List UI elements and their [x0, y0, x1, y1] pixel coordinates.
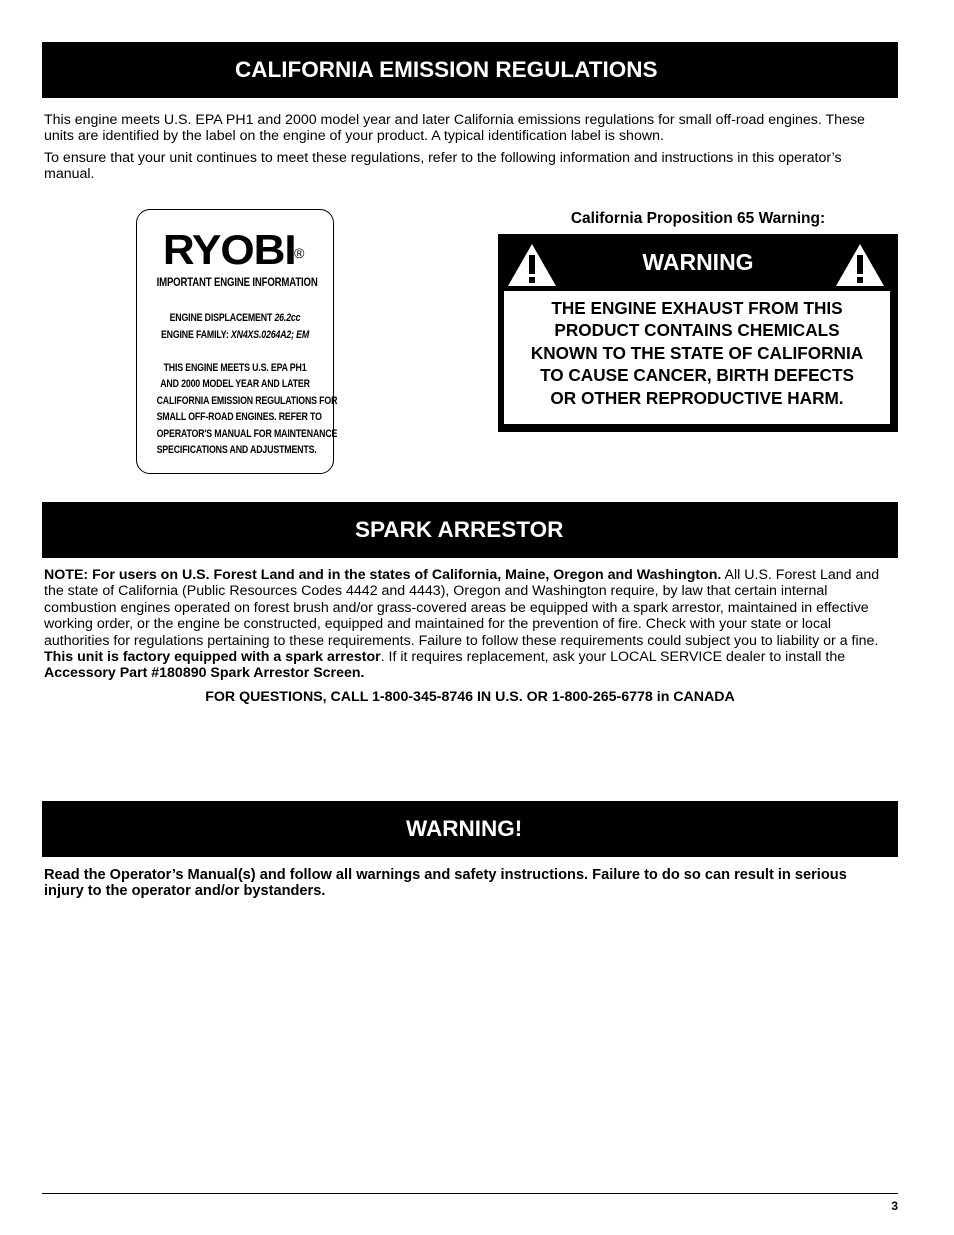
emission-section-title: CALIFORNIA EMISSION REGULATIONS: [235, 57, 658, 82]
label-line: SMALL OFF-ROAD ENGINES. REFER TO: [156, 411, 322, 423]
warning-triangle-icon: [834, 242, 886, 288]
warning-section-header: [42, 801, 898, 857]
ryobi-logo: RYOBI®: [162, 226, 305, 273]
label-line: AND 2000 MODEL YEAR AND LATER: [160, 378, 310, 390]
emission-paragraph-1: This engine meets U.S. EPA PH1 and 2000 model year and later California emissions regulations for small off-road engines. These units are identified by the label on the engine of your product. A typical identification label is shown.: [44, 112, 865, 145]
prop65-warning-title: WARNING: [642, 249, 754, 275]
emission-section-header: [42, 42, 898, 98]
label-heading: IMPORTANT ENGINE INFORMATION: [156, 275, 318, 289]
page-number: 3: [891, 1199, 898, 1213]
warning-paragraph: Read the Operator’s Manual(s) and follow all warnings and safety instructions. Failure to do so can result in serious injury to the operator and/or bystanders.: [44, 867, 847, 899]
label-line: THIS ENGINE MEETS U.S. EPA PH1: [163, 362, 307, 374]
label-line: OPERATOR'S MANUAL FOR MAINTENANCE: [156, 428, 338, 440]
label-displacement: ENGINE DISPLACEMENT 26.2cc: [169, 312, 301, 324]
engine-identification-label: [136, 209, 338, 474]
label-engine-family: ENGINE FAMILY: XN4XS.0264A2; EM: [160, 329, 310, 341]
spark-section-title: SPARK ARRESTOR: [355, 517, 564, 542]
prop65-caption: California Proposition 65 Warning:: [570, 210, 826, 227]
spark-note-paragraph: NOTE: For users on U.S. Forest Land and in the states of California, Maine, Oregon and Washington. All U.S. Forest Land and the state of California (Public Resources Codes 4442 and 4443), Oregon and Washington require, by law that certain internal combustion engines operated on forest brush and/or grass-covered areas be equipped with a spark arrestor, maintained in effective working order, or the engine be constructed, equipped and maintained for the prevention of fire. Check with your state or local authorities for regulations pertaining to these requirements. Failure to follow these requirements could subject you to liability or a fine. This unit is factory equipped with a spark arrestor. If it requires replacement, ask your LOCAL SERVICE dealer to install the Accessory Part #180890 Spark Arrestor Screen.: [44, 567, 880, 682]
label-line: SPECIFICATIONS AND ADJUSTMENTS.: [156, 444, 317, 456]
label-line: CALIFORNIA EMISSION REGULATIONS FOR: [156, 395, 338, 407]
spark-questions-line: FOR QUESTIONS, CALL 1-800-345-8746 IN U.S. OR 1-800-265-6778 in CANADA: [205, 689, 735, 705]
prop65-warning-text: THE ENGINE EXHAUST FROM THIS PRODUCT CONTAINS CHEMICALS KNOWN TO THE STATE OF CALIFORNIA TO CAUSE CANCER, BIRTH DEFECTS OR OTHER REPRODUCTIVE HARM.: [504, 291, 890, 424]
spark-section-header: [42, 502, 898, 558]
warning-section-title: WARNING!: [406, 816, 523, 841]
footer-divider: [42, 1193, 898, 1194]
emission-paragraph-2: To ensure that your unit continues to meet these regulations, refer to the following information and instructions in this operator’s manual.: [44, 150, 842, 183]
prop65-warning-box: [498, 234, 898, 432]
